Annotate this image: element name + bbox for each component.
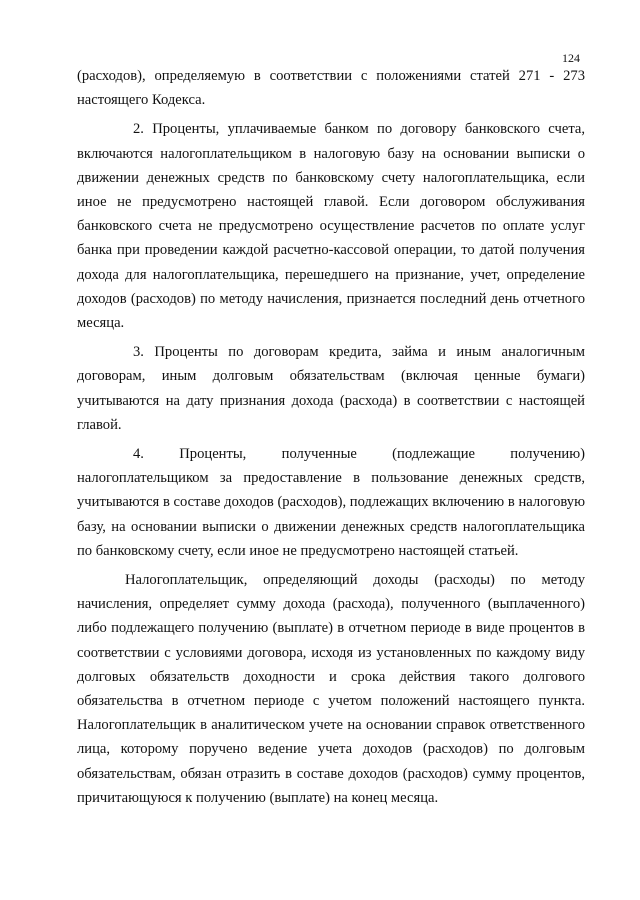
- paragraph-5: Налогоплательщик, определяющий доходы (расходы) по методу начисления, определяет сумму дохода (расхода), полученного (выплаченного) либо подлежащего получению (выплате) в отчетном периоде в виде процентов в соответствии с условиями договора, исходя из установленных по каждому виду долговых обязательств доходности и срока действия такого долгового обязательства в отчетном периоде с учетом положений настоящего пункта. Налогоплательщик в аналитическом учете на основании справок ответственного лица, которому поручено ведение учета доходов (расходов) по долговым обязательствам, обязан отразить в составе доходов (расходов) сумму процентов, причитающуюся к получению (выплате) на конец месяца.: [77, 572, 585, 806]
- paragraph-3: 3. Проценты по договорам кредита, займа и иным аналогичным договорам, иным долговым обязательствам (включая ценные бумаги) учитываются на дату признания дохода (расхода) в соответствии с настоящей главой.: [77, 344, 585, 433]
- paragraph-4: 4. Проценты, полученные (подлежащие получению) налогоплательщиком за предоставление в пользование денежных средств, учитываются в составе доходов (расходов), подлежащих включению в налоговую базу, на основании выписки о движении денежных средств налогоплательщика по банковскому счету, если иное не предусмотрено настоящей статьей.: [77, 446, 585, 559]
- document-body: [77, 64, 585, 815]
- paragraph-1: (расходов), определяемую в соответствии с положениями статей 271 - 273 настоящего Кодекса.: [77, 68, 585, 109]
- page-number: 124: [562, 51, 580, 65]
- paragraph-2: 2. Проценты, уплачиваемые банком по договору банковского счета, включаются налогоплательщиком в налоговую базу на основании выписки о движении денежных средств по банковскому счету налогоплательщика, если иное не предусмотрено настоящей главой. Если договором обслуживания банковского счета не предусмотрено осуществление расчетов по оплате услуг банка при проведении каждой расчетно-кассовой операции, то датой получения дохода для налогоплательщика, перешедшего на признание, учет, определение доходов (расходов) по методу начисления, признается последний день отчетного месяца.: [77, 121, 585, 332]
